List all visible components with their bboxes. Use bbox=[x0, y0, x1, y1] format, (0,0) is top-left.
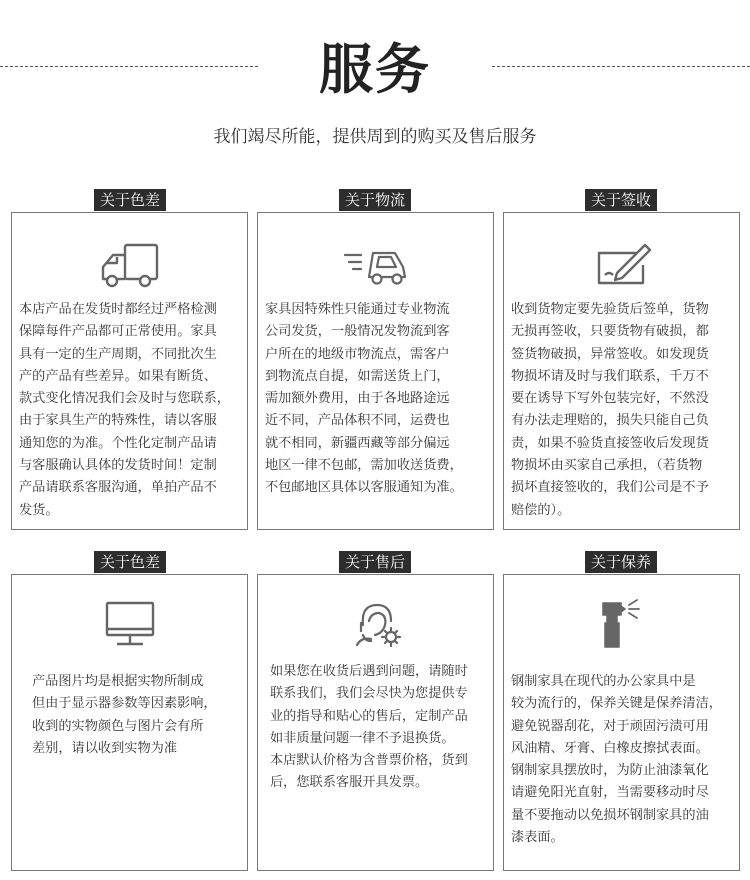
card-tag-color-difference: 关于色差 bbox=[94, 189, 166, 211]
fast-delivery-icon bbox=[341, 239, 411, 291]
sign-pen-icon bbox=[587, 239, 657, 291]
card-text: 钢制家具在现代的办公家具中是 较为流行的，保养关键是保养清洁， 避免锐器刮花，对于顽固污渍可用 风油精、牙膏、白橡皮擦拭表面。 钢制家具摆放时，为防止油漆氧化 请避免阳光直射，当需要移动时尽 量不要拖动以免损坏钢制家具的油 漆表面。 bbox=[511, 674, 722, 846]
card-text: 产品图片均是根据实物所制成 但由于显示器参数等因素影响， 收到的实物颜色与图片会有所 差别，请以收到实物为准 bbox=[32, 674, 217, 756]
truck-icon bbox=[95, 239, 165, 291]
card-tag-color-difference-2: 关于色差 bbox=[94, 551, 166, 573]
card-text: 家具因特殊性只能通过专业物流 公司发货，一般情况发物流到客 户所在的地级市物流点，需客户 到物流点自提，如需送货上门， 需加额外费用，由于各地路途远 近不同，产品体积不同，运费也 就不相同，新疆西藏等部分偏远 地区一律不包邮，需加收送货费， 不包邮地区具体以客服通知为准。 bbox=[265, 302, 463, 496]
page-subtitle: 我们竭尽所能，提供周到的购买及售后服务 bbox=[213, 127, 537, 147]
spray-bottle-icon bbox=[587, 597, 657, 649]
card-tag-logistics: 关于物流 bbox=[339, 189, 411, 211]
card-color-difference bbox=[11, 212, 248, 530]
card-maintenance bbox=[503, 574, 740, 871]
card-text: 如果您在收货后遇到问题，请随时 联系我们，我们会尽快为您提供专 业的指导和贴心的售后，定制产品 如非质量问题一律不予退换货。 本店默认价格为含普票价格，货到 后，您联系客服开具发票。 bbox=[270, 664, 468, 791]
card-logistics bbox=[257, 212, 494, 530]
card-sign-receipt bbox=[503, 212, 740, 530]
card-tag-maintenance: 关于保养 bbox=[585, 551, 657, 573]
card-text: 本店产品在发货时都经过严格检测 保障每件产品都可正常使用。家具 具有一定的生产周期，不同批次生 产的产品有些差异。如果有断货、 款式变化情况我们会及时与您联系， 由于家具生产的特殊性，请以客服 通知您的为准。个性化定制产品请 与客服确认具体的发货时间！定制 产品请联系客服沟通，单拍产品不 发货。 bbox=[19, 302, 230, 518]
monitor-icon bbox=[95, 597, 165, 649]
card-after-sales bbox=[257, 574, 494, 871]
card-tag-after-sales: 关于售后 bbox=[339, 551, 411, 573]
customer-service-icon bbox=[341, 597, 411, 649]
card-color-difference-2 bbox=[11, 574, 248, 871]
page-title: 服务 bbox=[319, 38, 431, 101]
card-tag-sign-receipt: 关于签收 bbox=[585, 189, 657, 211]
card-text: 收到货物定要先验货后签单，货物 无损再签收，只要货物有破损，都 签货物破损，异常签收。如发现货 物损坏请及时与我们联系，千万不 要在诱导下写外包装完好，不然没 有办法走理赔的，损失只能自己负 责，如果不验货直接签收后发现货 物损坏由买家自己承担，（若货物 损坏直接签收的，我们公司是不予 赔偿的）。 bbox=[511, 302, 709, 518]
